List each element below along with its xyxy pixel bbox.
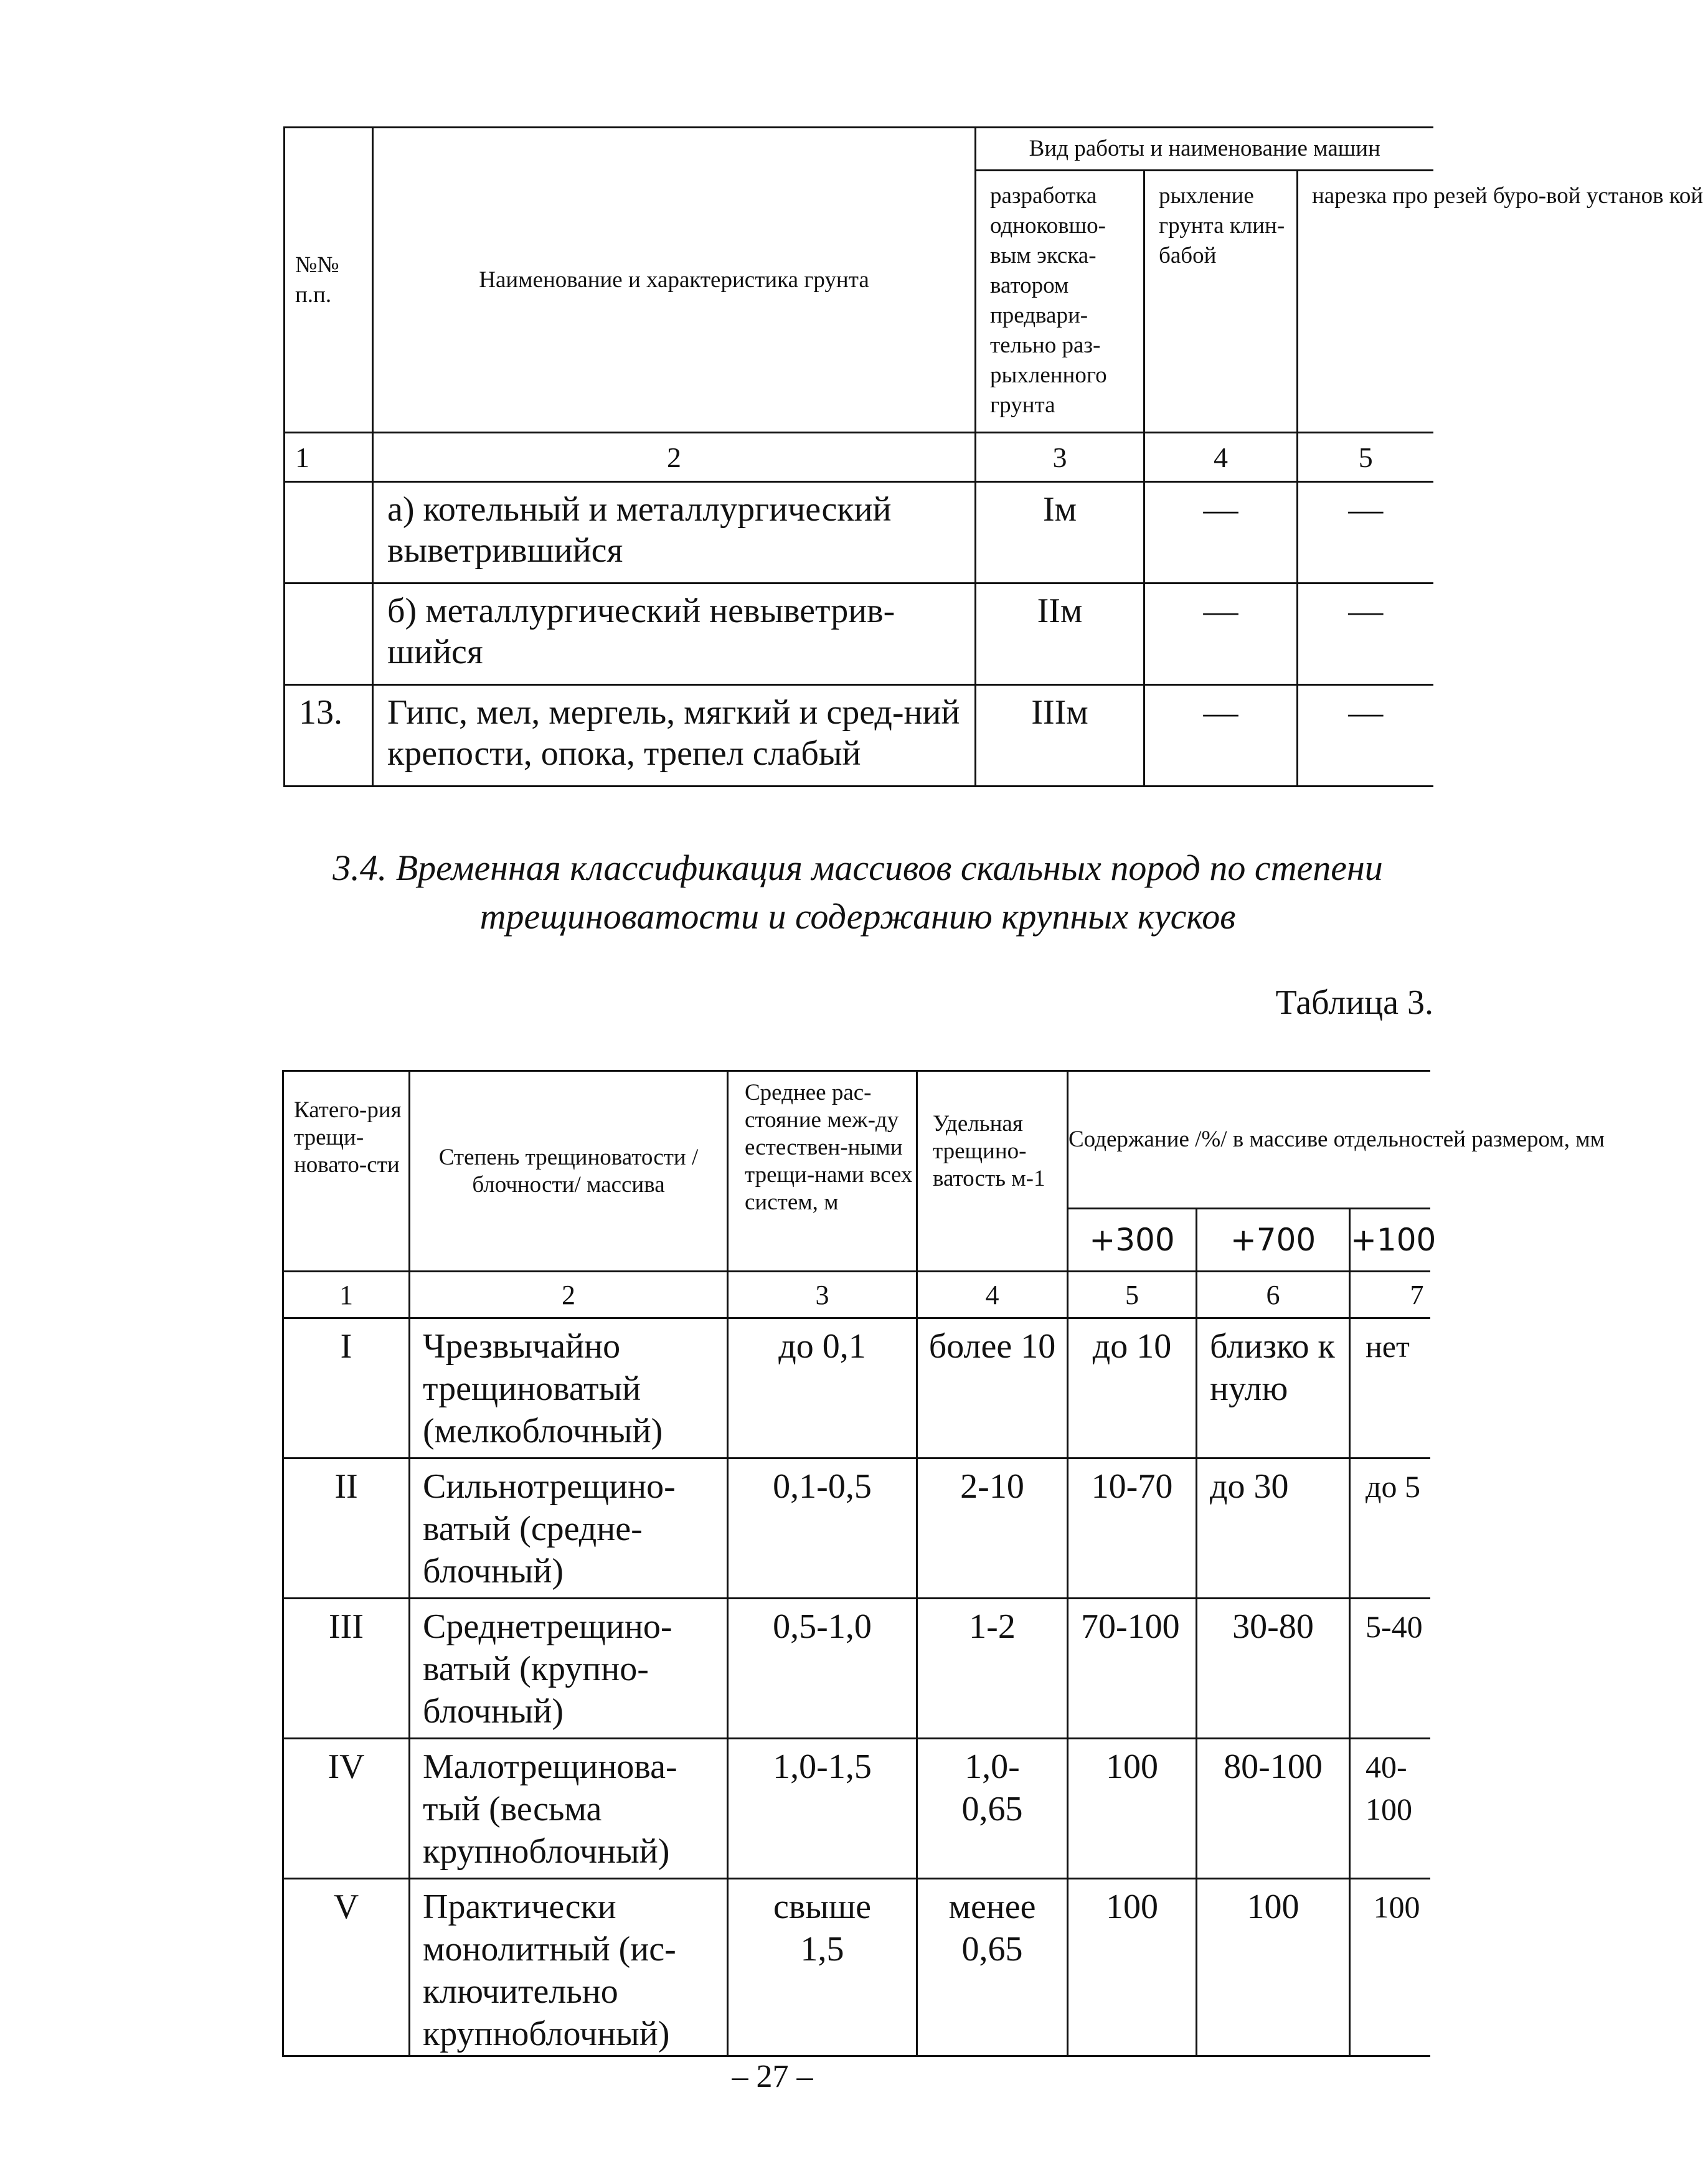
column-index: 2 (410, 1272, 728, 1318)
content-300: 100 (1068, 1879, 1197, 2056)
header-specific-fracturing: Удельная трещино-ватость м-1 (917, 1071, 1068, 1272)
column-index: 4 (1144, 433, 1298, 482)
column-index: 2 (373, 433, 976, 482)
header-cutting: нарезка про резей буро-вой установ кой (1298, 171, 1433, 433)
table-row (283, 1458, 1430, 1599)
column-index: 1 (285, 433, 373, 482)
specific-fracturing: 2-10 (917, 1458, 1068, 1599)
content-1000: нет (1350, 1318, 1430, 1458)
header-crack-distance: Среднее рас-стояние меж-ду естествен-ными трещи-нами всех систем, м (728, 1071, 917, 1272)
header-size-1000: +100 (1350, 1209, 1430, 1272)
fracture-degree: Практически монолитный (ис-ключительно крупноблочный) (410, 1879, 728, 2056)
crack-distance: 0,5-1,0 (728, 1599, 917, 1739)
table-label: Таблица 3. (1275, 983, 1433, 1022)
fracture-degree: Среднетрещино-ватый (крупно-блочный) (410, 1599, 728, 1739)
fracture-degree: Сильнотрещино-ватый (средне-блочный) (410, 1458, 728, 1599)
header-number: №№ п.п. (285, 128, 373, 433)
category: III (283, 1599, 410, 1739)
page-number: – 27 – (732, 2059, 813, 2094)
content-300: 100 (1068, 1739, 1197, 1879)
content-300: 10-70 (1068, 1458, 1197, 1599)
column-index-row (283, 1272, 1430, 1318)
specific-fracturing: более 10 (917, 1318, 1068, 1458)
specific-fracturing: 1-2 (917, 1599, 1068, 1739)
content-700: близко к нулю (1197, 1318, 1350, 1458)
category: I (283, 1318, 410, 1458)
column-index: 3 (728, 1272, 917, 1318)
loosening-category: — (1144, 482, 1298, 584)
column-index: 5 (1298, 433, 1433, 482)
column-index-row (285, 433, 1433, 482)
crack-distance: свыше 1,5 (728, 1879, 917, 2056)
header-size-300: +300 (1068, 1209, 1197, 1272)
category: IV (283, 1739, 410, 1879)
table-row (283, 1318, 1430, 1458)
content-300: 70-100 (1068, 1599, 1197, 1739)
loosening-category: — (1144, 685, 1298, 787)
crack-distance: 1,0-1,5 (728, 1739, 917, 1879)
table-row (283, 1739, 1430, 1879)
table-row (283, 1599, 1430, 1739)
header-fracture-degree: Степень трещиноватости /блочности/ массива (410, 1071, 728, 1272)
excavator-category: Iм (976, 482, 1144, 584)
header-excavator: разработка одноковшо-вым экска-ватором предвари-тельно раз-рыхленного грунта (976, 171, 1144, 433)
content-700: 30-80 (1197, 1599, 1350, 1739)
category: V (283, 1879, 410, 2056)
crack-distance: до 0,1 (728, 1318, 917, 1458)
header-work-type: Вид работы и наименование машин (976, 128, 1433, 171)
crack-distance: 0,1-0,5 (728, 1458, 917, 1599)
row-number: 13. (285, 685, 373, 787)
header-size-700: +700 (1197, 1209, 1350, 1272)
column-index: 4 (917, 1272, 1068, 1318)
fracture-classification-table (282, 1070, 1605, 2057)
soil-name: Гипс, мел, мергель, мягкий и сред-ний крепости, опока, трепел слабый (373, 685, 976, 787)
header-soil-name: Наименование и характеристика грунта (373, 128, 976, 433)
column-index: 6 (1197, 1272, 1350, 1318)
content-300: до 10 (1068, 1318, 1197, 1458)
content-1000: 40-100 (1350, 1739, 1430, 1879)
content-700: 100 (1197, 1879, 1350, 2056)
column-index: 1 (283, 1272, 410, 1318)
header-category: Катего-рия трещи-новато-сти (283, 1071, 410, 1272)
section-heading: 3.4. Временная классификация массивов скальных пород по степени трещиноватости и содержанию крупных кусков (333, 848, 1383, 937)
table-row (285, 584, 1433, 685)
content-700: до 30 (1197, 1458, 1350, 1599)
cutting-category: — (1298, 482, 1433, 584)
fracture-degree: Малотрещинова-тый (весьма крупноблочный) (410, 1739, 728, 1879)
header-loosening: рыхление грунта клин-бабой (1144, 171, 1298, 433)
header-content: Содержание /%/ в массиве отдельностей размером, мм (1068, 1071, 1430, 1209)
table-row (285, 685, 1433, 787)
content-1000: 100 (1350, 1879, 1430, 2056)
cutting-category: — (1298, 584, 1433, 685)
column-index: 3 (976, 433, 1144, 482)
row-number (285, 482, 373, 584)
column-index: 5 (1068, 1272, 1197, 1318)
loosening-category: — (1144, 584, 1298, 685)
content-1000: до 5 (1350, 1458, 1430, 1599)
fracture-degree: Чрезвычайно трещиноватый (мелкоблочный) (410, 1318, 728, 1458)
soil-name: б) металлургический невыветрив-шийся (373, 584, 976, 685)
row-number (285, 584, 373, 685)
specific-fracturing: 1,0-0,65 (917, 1739, 1068, 1879)
content-700: 80-100 (1197, 1739, 1350, 1879)
specific-fracturing: менее 0,65 (917, 1879, 1068, 2056)
excavator-category: IIIм (976, 685, 1144, 787)
category: II (283, 1458, 410, 1599)
table-row (285, 482, 1433, 584)
cutting-category: — (1298, 685, 1433, 787)
soil-name: а) котельный и металлургический выветрившийся (373, 482, 976, 584)
soil-table (283, 126, 1703, 787)
content-1000: 5-40 (1350, 1599, 1430, 1739)
column-index: 7 (1350, 1272, 1430, 1318)
table-row (283, 1879, 1430, 2056)
excavator-category: IIм (976, 584, 1144, 685)
